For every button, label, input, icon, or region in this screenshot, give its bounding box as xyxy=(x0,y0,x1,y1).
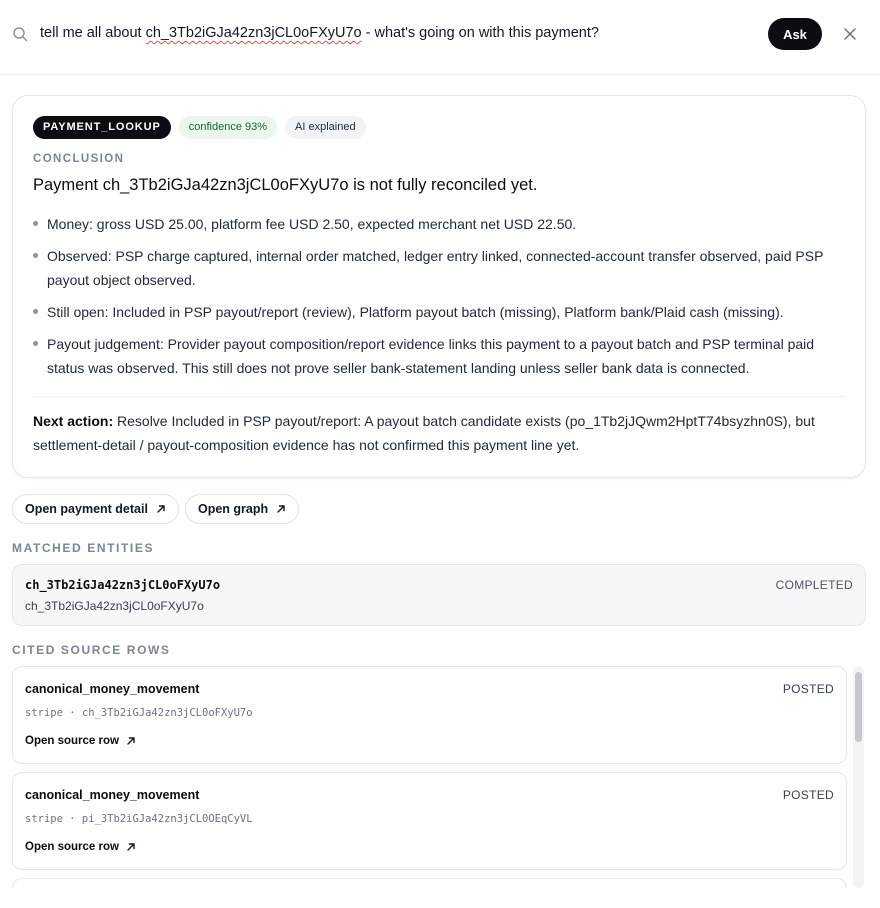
query-text-before: tell me all about xyxy=(40,25,146,41)
query-text-after: - what's going on with this payment? xyxy=(361,25,599,41)
conclusion-label: CONCLUSION xyxy=(33,153,125,165)
next-action-label: Next action: xyxy=(33,413,114,429)
source-row-table: canonical_money_movement xyxy=(25,788,200,802)
matched-entity[interactable] xyxy=(12,564,866,626)
open-graph-label: Open graph xyxy=(198,502,269,516)
arrow-up-right-icon xyxy=(126,842,136,852)
answer-card xyxy=(12,95,866,478)
findings-list xyxy=(33,212,845,388)
matched-entities-heading: MATCHED ENTITIES xyxy=(12,541,155,555)
next-action-text: Resolve Included in PSP payout/report: A payout batch candidate exists (po_1Tb2jJQwm2HptT74bsyzhn0S), but settlement-detail / payout-composition evidence has not confirmed this payment line yet. xyxy=(33,413,815,453)
query-payment-id: ch_3Tb2iGJa42zn3jCL0oFXyU7o xyxy=(145,25,362,41)
entity-status: COMPLETED xyxy=(775,578,853,592)
scrollbar-track[interactable] xyxy=(853,666,864,888)
open-graph-button[interactable] xyxy=(185,494,299,524)
next-action xyxy=(33,409,845,457)
finding-item: Still open: Included in PSP payout/report (review), Platform payout batch (missing), Platform bank/Plaid cash (missing). xyxy=(33,300,845,324)
answer-badges xyxy=(33,116,366,139)
cited-source-rows-heading: CITED SOURCE ROWS xyxy=(12,643,171,657)
open-source-row-label: Open source row xyxy=(25,735,119,747)
source-row-partial xyxy=(12,878,847,888)
search-bar xyxy=(0,0,880,75)
entity-subtitle: ch_3Tb2iGJa42zn3jCL0oFXyU7o xyxy=(25,599,204,613)
open-payment-detail-button[interactable] xyxy=(12,494,179,524)
entity-id: ch_3Tb2iGJa42zn3jCL0oFXyU7o xyxy=(25,578,221,592)
search-input[interactable] xyxy=(40,25,599,41)
scrollbar-thumb[interactable] xyxy=(855,672,862,742)
open-payment-detail-label: Open payment detail xyxy=(25,502,148,516)
source-row-status: POSTED xyxy=(782,682,834,696)
open-source-row-label: Open source row xyxy=(25,841,119,853)
confidence-badge: confidence 93% xyxy=(179,116,277,139)
ask-button[interactable]: Ask xyxy=(768,18,822,50)
source-row-meta: stripe · ch_3Tb2iGJa42zn3jCL0oFXyU7o xyxy=(25,707,253,719)
query-type-badge: PAYMENT_LOOKUP xyxy=(33,116,171,139)
open-source-row-link[interactable] xyxy=(25,735,136,747)
divider xyxy=(33,396,845,397)
search-icon xyxy=(12,26,28,42)
source-row-meta: stripe · pi_3Tb2iGJa42zn3jCL0OEqCyVL xyxy=(25,813,253,825)
close-icon xyxy=(841,25,859,43)
finding-item: Money: gross USD 25.00, platform fee USD 2.50, expected merchant net USD 22.50. xyxy=(33,212,845,236)
arrow-up-right-icon xyxy=(126,736,136,746)
source-row xyxy=(12,772,847,870)
open-source-row-link[interactable] xyxy=(25,841,136,853)
ai-explained-badge: AI explained xyxy=(285,116,366,139)
arrow-up-right-icon xyxy=(276,504,286,514)
source-row-table: canonical_money_movement xyxy=(25,682,200,696)
finding-item: Payout judgement: Provider payout composition/report evidence links this payment to a payout batch and PSP terminal paid status was observed. This still does not prove seller bank-statement landing unless seller bank data is connected. xyxy=(33,332,845,380)
finding-item: Observed: PSP charge captured, internal order matched, ledger entry linked, connected-account transfer observed, paid PSP payout object observed. xyxy=(33,244,845,292)
cited-rows-list xyxy=(12,666,848,888)
source-row xyxy=(12,666,847,764)
source-row-status: POSTED xyxy=(782,788,834,802)
conclusion-text: Payment ch_3Tb2iGJa42zn3jCL0oFXyU7o is not fully reconciled yet. xyxy=(33,176,538,194)
arrow-up-right-icon xyxy=(156,504,166,514)
close-button[interactable] xyxy=(841,25,859,43)
